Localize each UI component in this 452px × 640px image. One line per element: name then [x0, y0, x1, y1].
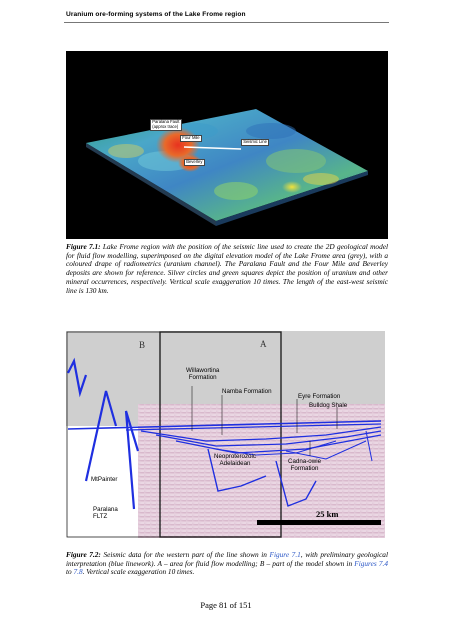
- page-number: Page 81 of 151: [200, 600, 252, 610]
- figure-7-2-image: [66, 331, 385, 538]
- eyre-label: Eyre Formation: [298, 393, 341, 400]
- seismic-line-label: Seismic Line: [241, 139, 269, 146]
- figure-7-2-caption-text-4: . Vertical scale exaggeration 10 times.: [82, 567, 195, 577]
- dem-block: [86, 109, 368, 221]
- four-mile-label: Four Mile: [180, 135, 202, 142]
- area-b-letter: B: [139, 340, 146, 350]
- paralana-fltz-label: Paralana FLTZ: [93, 506, 118, 520]
- running-head: Uranium ore-forming systems of the Lake Frome region: [66, 11, 246, 18]
- bulldog-label: Bulldog Shale: [309, 402, 348, 409]
- figure-7-1-caption-label: Figure 7.1:: [66, 242, 101, 251]
- figure-7-2-caption-text-2: , with preliminary geological interpretation (blue linework). A – area for fluid flow modelling; B – part of the model shown in: [66, 550, 388, 568]
- figure-7-2-caption-text-3: to: [66, 567, 74, 577]
- namba-label: Namba Formation: [222, 388, 272, 395]
- figure-7-8-link[interactable]: 7.8: [73, 567, 83, 577]
- cadna-owie-label: Cadna-owie Formation: [288, 458, 322, 472]
- beverley-label: Beverley: [184, 159, 205, 166]
- header-rule: [64, 22, 389, 23]
- figure-7-2-caption-text-1: Seismic data for the western part of the line shown in: [100, 550, 270, 559]
- mtpainter-label: MtPainter: [91, 476, 118, 483]
- figure-7-1-link[interactable]: Figure 7.1: [269, 550, 301, 559]
- area-a-letter: A: [260, 339, 267, 349]
- paralana-fault-label: Paralana Fault (approx trace): [150, 119, 182, 131]
- figure-7-1-caption-text: Lake Frome region with the position of the seismic line used to create the 2D geological model for fluid flow modelling, superimposed on the digital elevation model of the Lake Frome area (grey), with a coloured drape of radiometrics (uranium channel). The Paralana Fault and the Four Mile and Beverley deposits are shown for reference. Silver circles and green squares depict the position of uranium and other mineral occurrences, respectively. Vertical scale exaggeration 10 times. The length of the east-west seismic line is 130 km.: [66, 242, 388, 295]
- figure-7-4-link[interactable]: Figures 7.4: [354, 558, 388, 568]
- figure-7-2-caption: [66, 551, 388, 577]
- figure-7-1-image: [66, 51, 388, 239]
- scale-bar-label: 25 km: [316, 509, 339, 519]
- figure-7-1-caption: [66, 243, 388, 295]
- neoproterozoic-label: Neoproterozoic Adelaidean: [214, 453, 256, 467]
- figure-7-2-caption-label: Figure 7.2:: [66, 550, 101, 559]
- scale-bar: [257, 520, 381, 525]
- willawortina-label: Willawortina Formation: [186, 367, 220, 381]
